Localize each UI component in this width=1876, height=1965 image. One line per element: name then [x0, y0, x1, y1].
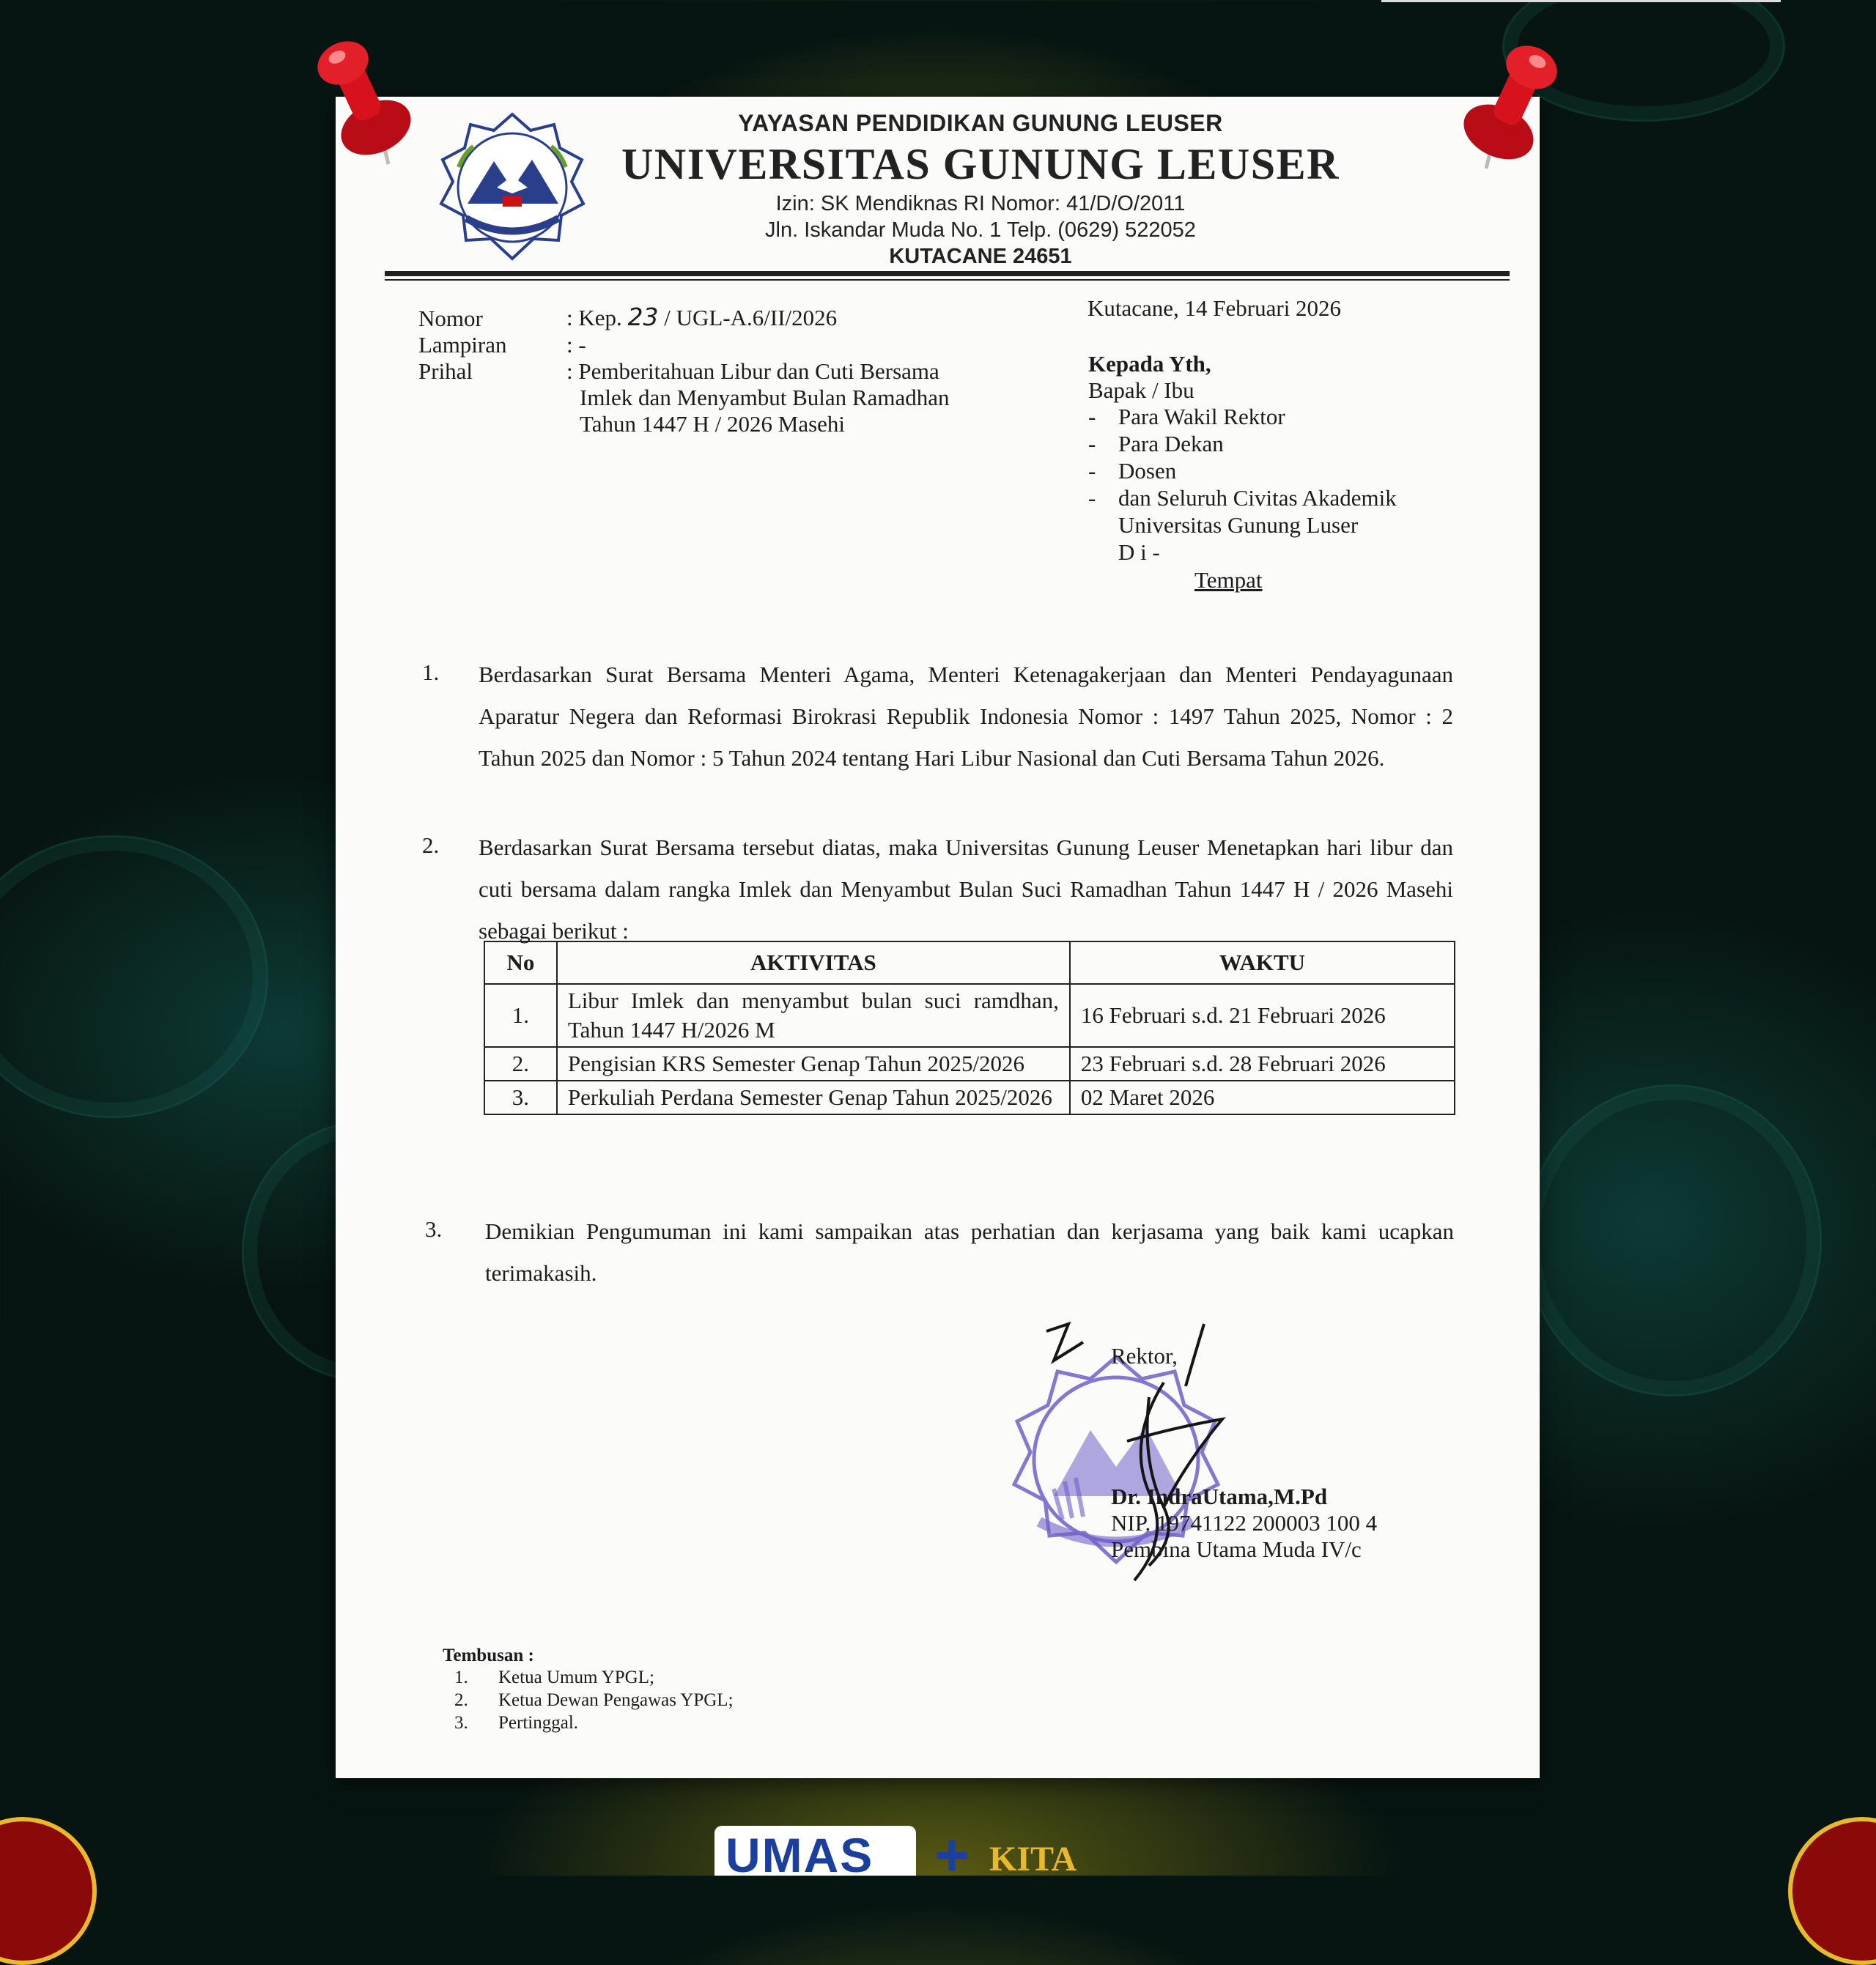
row-no: 3. [484, 1081, 557, 1114]
city-line: KUTACANE 24651 [889, 245, 1072, 268]
recipient-dash: - [1088, 458, 1096, 484]
push-pin-icon [306, 34, 416, 173]
cc-item: Ketua Dewan Pengawas YPGL; [498, 1690, 734, 1710]
item-number: 3. [425, 1216, 443, 1242]
fingerprint-decoration [1524, 1084, 1822, 1396]
nomor-prefix: : Kep. [566, 305, 622, 330]
row-time: 02 Maret 2026 [1070, 1081, 1455, 1114]
university-name: UNIVERSITAS GUNUNG LEUSER [621, 140, 1340, 188]
col-header-activity: AKTIVITAS [557, 941, 1070, 984]
university-logo-icon [429, 108, 595, 274]
cc-label: Tembusan : [443, 1646, 534, 1665]
recipient-item: Para Dekan [1118, 431, 1224, 456]
fingerprint-decoration [0, 835, 268, 1118]
recipient-place: Tempat [1194, 567, 1263, 593]
footer-brand-name: UMAS [725, 1828, 874, 1882]
signatory-rank: Pembina Utama Muda IV/c [1111, 1536, 1362, 1562]
row-activity: Pengisian KRS Semester Genap Tahun 2025/2026 [557, 1047, 1070, 1081]
table-row [484, 1081, 1455, 1114]
prihal-line: Tahun 1447 H / 2026 Masehi [580, 411, 846, 437]
recipient-dash: - [1088, 404, 1096, 429]
nomor-handwritten: 23 [627, 303, 659, 331]
announcement-letter [336, 97, 1540, 1778]
row-time: 16 Februari s.d. 21 Februari 2026 [1070, 984, 1455, 1047]
recipient-item: Para Wakil Rektor [1118, 404, 1285, 429]
push-pin-icon [1458, 38, 1568, 177]
prihal-line: Imlek dan Menyambut Bulan Ramadhan [580, 385, 950, 410]
body-paragraph: Demikian Pengumuman ini kami sampaikan atas perhatian dan kerjasama yang baik kami ucapkan terimakasih. [485, 1218, 1454, 1286]
footer-brand-suffix: KITA [989, 1840, 1077, 1879]
signatory-title: Rektor, [1111, 1343, 1178, 1369]
recipient-salutation: Bapak / Ibu [1088, 377, 1194, 403]
cc-number: 1. [454, 1668, 468, 1687]
cc-number: 2. [454, 1690, 468, 1710]
cc-item: Pertinggal. [498, 1713, 579, 1733]
body-paragraph: Berdasarkan Surat Bersama tersebut diatas, maka Universitas Gunung Leuser Menetapkan hari libur dan cuti bersama dalam rangka Imlek dan Menyambut Bulan Suci Ramadhan Tahun 1447 H / 2026 Masehi sebagai berikut : [479, 835, 1453, 944]
foundation-name: YAYASAN PENDIDIKAN GUNUNG LEUSER [738, 110, 1223, 136]
permit-line: Izin: SK Mendiknas RI Nomor: 41/D/O/2011 [775, 192, 1186, 215]
item-number: 1. [422, 659, 440, 685]
table-row [484, 984, 1455, 1047]
cc-number: 3. [454, 1713, 468, 1733]
signatory-nip: NIP. 19741122 200003 100 4 [1111, 1510, 1378, 1536]
nomor-value [566, 303, 837, 331]
footer-brand-plus: + [934, 1822, 970, 1889]
corner-ornament [1788, 1817, 1876, 1965]
recipient-dash: - [1088, 431, 1096, 456]
corner-tab [1381, 0, 1781, 2]
signatory-name: Dr. IndraUtama,M.Pd [1111, 1484, 1328, 1509]
row-no: 2. [484, 1047, 557, 1081]
lampiran-value: : - [566, 332, 586, 358]
letterhead-rule [385, 271, 1510, 276]
col-header-time: WAKTU [1070, 941, 1455, 984]
recipient-item: Dosen [1118, 458, 1177, 484]
prihal-label: Prihal [418, 358, 473, 384]
row-activity: Perkuliah Perdana Semester Genap Tahun 2025/2026 [557, 1081, 1070, 1114]
recipient-dash: - [1088, 485, 1096, 511]
row-time: 23 Februari s.d. 28 Februari 2026 [1070, 1047, 1455, 1081]
place-date: Kutacane, 14 Februari 2026 [1087, 295, 1342, 321]
letterhead-rule-thin [385, 279, 1510, 281]
table-row [484, 1047, 1455, 1081]
recipient-di: D i - [1118, 539, 1160, 565]
col-header-no: No [484, 941, 557, 984]
nomor-label: Nomor [418, 306, 483, 331]
table-header-row [484, 941, 1455, 984]
row-activity: Libur Imlek dan menyambut bulan suci ramdhan, Tahun 1447 H/2026 M [557, 984, 1070, 1047]
body-paragraph: Berdasarkan Surat Bersama Menteri Agama, Menteri Ketenagakerjaan dan Menteri Pendayagunaan Aparatur Negera dan Reformasi Birokrasi Republik Indonesia Nomor : 1497 Tahun 2025, Nomor : 2 Tahun 2025 dan Nomor : 5 Tahun 2024 tentang Hari Libur Nasional dan Cuti Bersama Tahun 2026. [479, 662, 1453, 771]
recipient-institution: Universitas Gunung Luser [1118, 512, 1359, 538]
nomor-suffix: / UGL-A.6/II/2026 [664, 305, 838, 330]
address-line: Jln. Iskandar Muda No. 1 Telp. (0629) 522052 [765, 218, 1196, 242]
corner-ornament [0, 1817, 97, 1965]
cc-item: Ketua Umum YPGL; [498, 1668, 654, 1687]
prihal-line: : Pemberitahuan Libur dan Cuti Bersama [566, 358, 939, 384]
item-number: 2. [422, 832, 440, 858]
schedule-table [484, 941, 1455, 1115]
recipient-item: dan Seluruh Civitas Akademik [1118, 485, 1397, 511]
row-no: 1. [484, 984, 557, 1047]
lampiran-label: Lampiran [418, 332, 507, 358]
recipient-greeting: Kepada Yth, [1088, 351, 1211, 377]
